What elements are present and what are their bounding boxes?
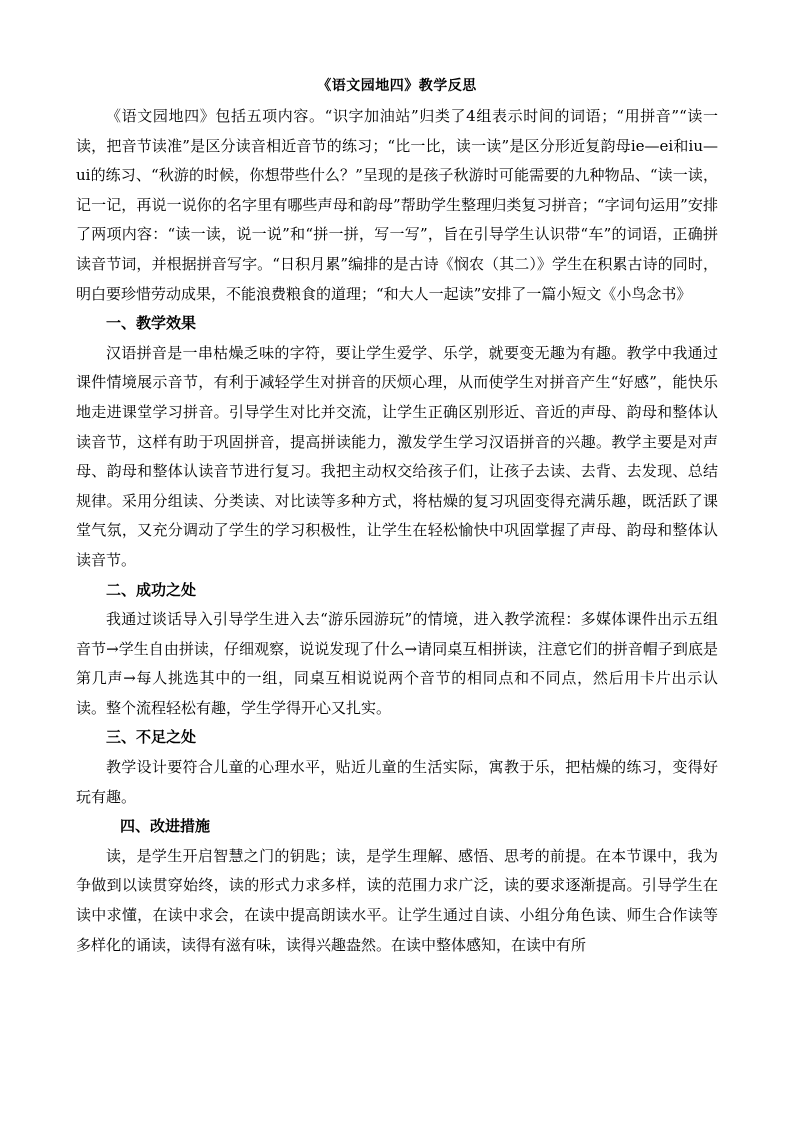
- section-shortcoming-paragraph: 教学设计要符合儿童的心理水平，贴近儿童的生活实际，寓教于乐，把枯燥的练习，变得好玩有趣。: [76, 758, 718, 806]
- section-effect-paragraph: 汉语拼音是一串枯燥乏味的字符，要让学生爱学、乐学，就要变无趣为有趣。教学中我通过课件情境展示音节，有利于减轻学生对拼音的厌烦心理，从而使学生对拼音产生“好感”，能快乐地走进课堂学习拼音。引导学生对比并交流，让学生正确区别形近、音近的声母、韵母和整体认读音节，这样有助于巩固拼音，提高拼读能力，激发学生学习汉语拼音的兴趣。教学主要是对声母、韵母和整体认读音节进行复习。我把主动权交给孩子们，让孩子去读、去背、去发现、总结规律。采用分组读、分类读、对比读等多种方式，将枯燥的复习巩固变得充满乐趣，既活跃了课堂气氛，又充分调动了学生的学习积极性，让学生在轻松愉快中巩固掌握了声母、韵母和整体认读音节。: [76, 343, 718, 569]
- document-page: [76, 76, 718, 960]
- section-heading-success: 二、成功之处: [106, 580, 197, 599]
- section-heading-improvement: 四、改进措施: [120, 817, 211, 836]
- section-heading-effect: 一、教学效果: [106, 314, 197, 333]
- section-improvement-paragraph: 读，是学生开启智慧之门的钥匙；读，是学生理解、感悟、思考的前提。在本节课中，我为争做到以读贯穿始终，读的形式力求多样，读的范围力求广泛，读的要求逐渐提高。引导学生在读中求懂，在读中求会，在读中提高朗读水平。让学生通过自读、小组分角色读、师生合作读等多样化的诵读，读得有滋有味，读得兴趣盎然。在读中整体感知，在读中有所: [76, 846, 718, 954]
- document-title: 《语文园地四》教学反思: [317, 78, 477, 94]
- section-success-paragraph: 我通过谈话导入引导学生进入去“游乐园游玩”的情境，进入教学流程：多媒体课件出示五组音节→学生自由拼读，仔细观察，说说发现了什么→请同桌互相拼读，注意它们的拼音帽子到底是第几声→每人挑选其中的一组，同桌互相说说两个音节的相同点和不同点，然后用卡片出示认读。整个流程轻松有趣，学生学得开心又扎实。: [76, 610, 718, 717]
- section-heading-shortcoming: 三、不足之处: [106, 728, 197, 747]
- intro-paragraph: 《语文园地四》包括五项内容。“识字加油站”归类了4组表示时间的词语；“用拼音”“读一读，把音节读准”是区分读音相近音节的练习；“比一比，读一读”是区分形近复韵母ie—ei和iu—ui的练习、“秋游的时候，你想带些什么？”呈现的是孩子秋游时可能需要的九种物品、“读一读，记一记，再说一说你的名字里有哪些声母和韵母”帮助学生整理归类复习拼音；“字词句运用”安排了两项内容：“读一读，说一说”和“拼一拼，写一写”，旨在引导学生认识带“车”的词语，正确拼读音节词，并根据拼音写字。“日积月累”编排的是古诗《悯农（其二）》学生在积累古诗的同时，明白要珍惜劳动成果，不能浪费粮食的道理；“和大人一起读”安排了一篇小短文《小鸟念书》: [76, 107, 718, 303]
